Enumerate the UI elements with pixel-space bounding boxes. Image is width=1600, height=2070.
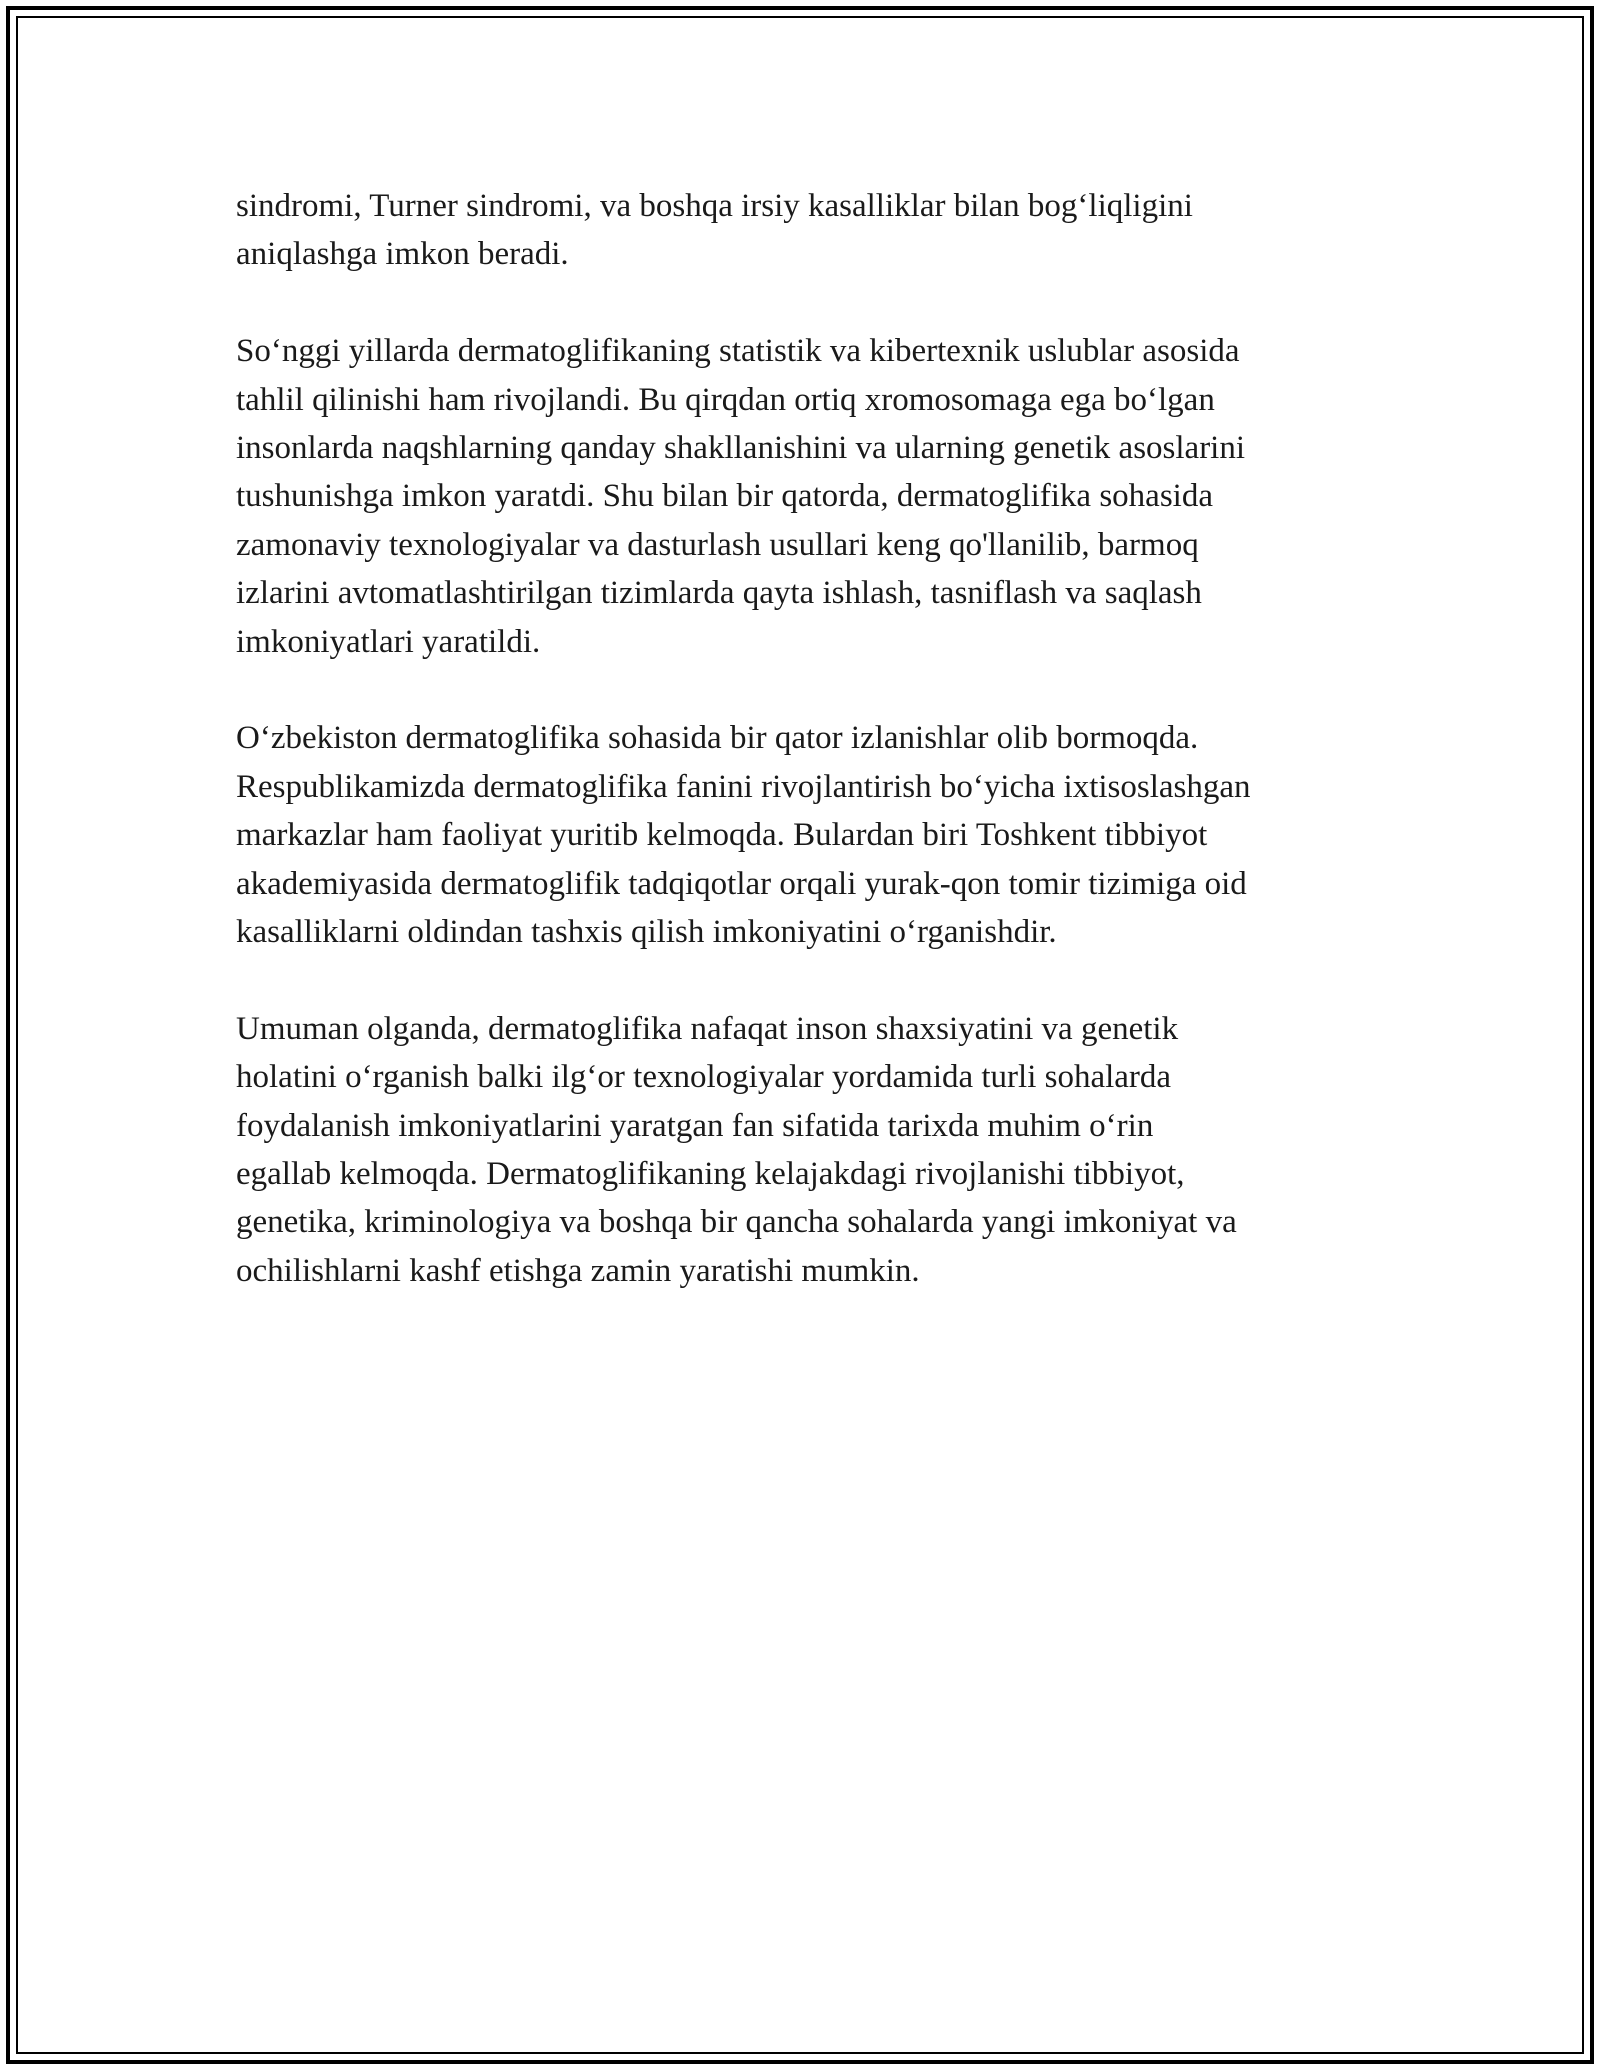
text-line: markazlar ham faoliyat yuritib kelmoqda. Bulardan biri Toshkent tibbiyot	[236, 817, 1208, 854]
text-line: izlarini avtomatlashtirilgan tizimlarda qayta ishlash, tasniflash va saqlash	[236, 575, 1202, 612]
text-line: So‘nggi yillarda dermatoglifikaning statistik va kibertexnik uslublar asosida	[236, 333, 1240, 370]
paragraph-1	[236, 182, 1416, 279]
text-line: Respublikamizda dermatoglifika fanini rivojlantirish bo‘yicha ixtisoslashgan	[236, 768, 1251, 805]
text-line: ochilishlarni kashf etishga zamin yaratishi mumkin.	[236, 1252, 920, 1289]
text-line: zamonaviy texnologiyalar va dasturlash usullari keng qo'llanilib, barmoq	[236, 526, 1199, 563]
text-line: Umuman olganda, dermatoglifika nafaqat inson shaxsiyatini va genetik	[236, 1010, 1179, 1047]
text-line: sindromi, Turner sindromi, va boshqa irsiy kasalliklar bilan bog‘liqligini	[236, 188, 1193, 224]
text-line: akademiyasida dermatoglifik tadqiqotlar orqali yurak-qon tomir tizimiga oid	[236, 865, 1247, 902]
text-line: tushunishga imkon yaratdi. Shu bilan bir qatorda, dermatoglifika sohasida	[236, 478, 1213, 515]
text-line: kasalliklarni oldindan tashxis qilish imkoniyatini o‘rganishdir.	[236, 914, 1057, 951]
text-line: genetika, kriminologiya va boshqa bir qancha sohalarda yangi imkoniyat va	[236, 1204, 1237, 1241]
paragraph-4	[236, 1005, 1416, 1295]
text-line: imkoniyatlari yaratildi.	[236, 623, 541, 660]
text-line: holatini o‘rganish balki ilg‘or texnologiyalar yordamida turli sohalarda	[236, 1059, 1172, 1096]
paragraph-3	[236, 714, 1416, 956]
text-line: aniqlashga imkon beradi.	[236, 236, 569, 273]
text-line: insonlarda naqshlarning qanday shakllanishini va ularning genetik asoslarini	[236, 430, 1246, 467]
text-line: O‘zbekiston dermatoglifika sohasida bir qator izlanishlar olib bormoqda.	[236, 720, 1199, 757]
paragraph-2	[236, 327, 1416, 666]
text-line: egallab kelmoqda. Dermatoglifikaning kelajakdagi rivojlanishi tibbiyot,	[236, 1156, 1185, 1193]
text-line: foydalanish imkoniyatlarini yaratgan fan sifatida tarixda muhim o‘rin	[236, 1107, 1154, 1144]
text-line: tahlil qilinishi ham rivojlandi. Bu qirqdan ortiq xromosomaga ega bo‘lgan	[236, 381, 1215, 418]
document-body	[236, 182, 1416, 1344]
